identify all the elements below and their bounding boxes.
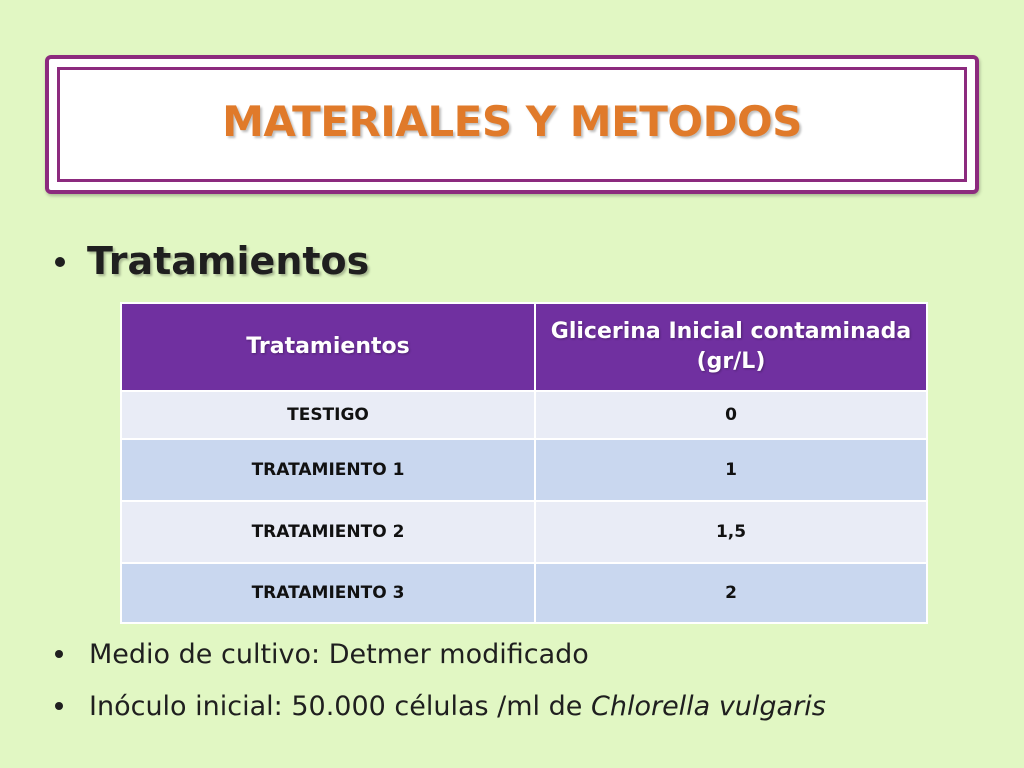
cell-glicerina: 1,5 bbox=[535, 501, 927, 563]
list-item-inoculo bbox=[55, 680, 995, 732]
cell-tratamiento: TESTIGO bbox=[121, 391, 535, 439]
table-row bbox=[121, 501, 927, 563]
treatments-table bbox=[120, 302, 928, 624]
column-header-glicerina: Glicerina Inicial contaminada (gr/L) bbox=[535, 303, 927, 391]
inoculo-text bbox=[89, 691, 826, 722]
bullet-icon bbox=[55, 702, 63, 710]
bullet-icon bbox=[55, 257, 65, 267]
cell-tratamiento: TRATAMIENTO 2 bbox=[121, 501, 535, 563]
cell-tratamiento: TRATAMIENTO 1 bbox=[121, 439, 535, 501]
section-heading: Tratamientos bbox=[87, 239, 370, 283]
list-item-medio bbox=[55, 628, 995, 680]
title-frame bbox=[45, 55, 979, 194]
table-row bbox=[121, 391, 927, 439]
cell-glicerina: 2 bbox=[535, 563, 927, 623]
table-header-row bbox=[121, 303, 927, 391]
heading-bullet bbox=[55, 236, 369, 286]
cell-glicerina: 1 bbox=[535, 439, 927, 501]
medio-text: Medio de cultivo: Detmer modificado bbox=[89, 638, 589, 670]
cell-tratamiento: TRATAMIENTO 3 bbox=[121, 563, 535, 623]
bullet-icon bbox=[55, 650, 63, 658]
slide-title: MATERIALES Y METODOS bbox=[222, 97, 802, 146]
inoculo-prefix: Inóculo inicial: 50.000 células /ml de bbox=[89, 690, 591, 722]
bullet-list bbox=[55, 628, 995, 732]
table-row bbox=[121, 439, 927, 501]
column-header-tratamientos: Tratamientos bbox=[121, 303, 535, 391]
cell-glicerina: 0 bbox=[535, 391, 927, 439]
table-row bbox=[121, 563, 927, 623]
species-name: Chlorella vulgaris bbox=[590, 690, 826, 722]
